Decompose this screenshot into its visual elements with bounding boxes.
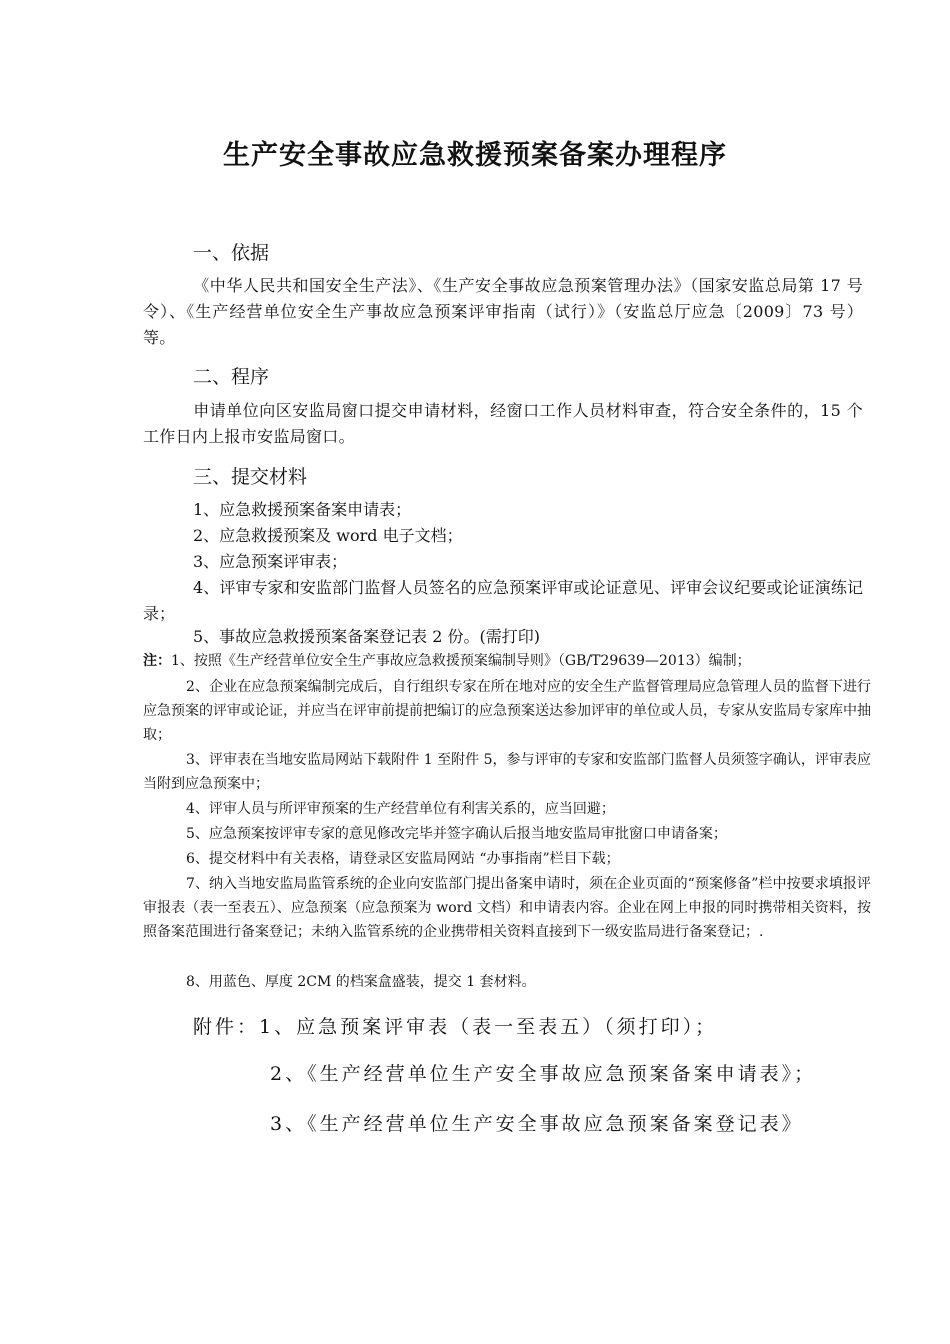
note-item bbox=[143, 872, 871, 944]
note-item bbox=[143, 970, 871, 994]
note-item bbox=[143, 847, 871, 871]
note-item bbox=[143, 748, 871, 796]
material-item: 5、事故应急救援预案备案登记表 2 份。(需打印) bbox=[193, 627, 541, 646]
note-text: 5、应急预案按评审专家的意见修改完毕并签字确认后报当地安监局审批窗口申请备案； bbox=[186, 826, 727, 842]
attachment-line: 附件：1、应急预案评审表（表一至表五）（须打印）； bbox=[193, 1016, 718, 1038]
material-item-text: 4、评审专家和安监部门监督人员签名的应急预案评审或论证意见、评审会议纪要或论证演练记录； bbox=[143, 578, 863, 623]
material-item: 2、应急救援预案及 word 电子文档； bbox=[193, 526, 463, 545]
attachment-line: 2、《生产经营单位生产安全事故应急预案备案申请表》； bbox=[270, 1063, 817, 1085]
note-text: 3、评审表在当地安监局网站下载附件 1 至附件 5，参与评审的专家和安监部门监督人员须签字确认，评审表应当附到应急预案中； bbox=[143, 752, 871, 792]
note-text: 4、评审人员与所评审预案的生产经营单位有利害关系的，应当回避； bbox=[186, 801, 615, 817]
note-item bbox=[143, 675, 871, 747]
material-item: 3、应急预案评审表； bbox=[193, 552, 348, 571]
note-text: 2、企业在应急预案编制完成后，自行组织专家在所在地对应的安全生产监督管理局应急管理人员的监督下进行应急预案的评审或论证，并应当在评审前提前把编订的应急预案送达参加评审的单位或人员，专家从安监局专家库中抽取； bbox=[143, 679, 871, 743]
note-text: 1、按照《生产经营单位安全生产事故应急救援预案编制导则》（GB/T29639—2013）编制； bbox=[171, 653, 751, 669]
section-heading-procedure: 二、程序 bbox=[193, 366, 270, 388]
note-item bbox=[143, 822, 871, 846]
document-title: 生产安全事故应急救援预案备案办理程序 bbox=[223, 140, 727, 171]
section-basis-text bbox=[143, 273, 863, 351]
attachment-line: 3、《生产经营单位生产安全事故应急预案备案登记表》 bbox=[270, 1113, 804, 1135]
section-heading-materials: 三、提交材料 bbox=[193, 466, 308, 488]
section-procedure-text bbox=[143, 398, 863, 450]
material-item: 1、应急救援预案备案申请表； bbox=[193, 500, 412, 519]
note-label: 注： bbox=[143, 653, 171, 669]
note-text: 8、用蓝色、厚度 2CM 的档案盒盛装，提交 1 套材料。 bbox=[186, 974, 536, 990]
note-text: 6、提交材料中有关表格，请登录区安监局网站 “办事指南”栏目下载； bbox=[186, 851, 620, 867]
basis-paragraph: 《中华人民共和国安全生产法》、《生产安全事故应急预案管理办法》（国家安监总局第 17 号令）、《生产经营单位安全生产事故应急预案评审指南（试行）》（安监总厅应急〔2009〕73 号）等。 bbox=[143, 276, 863, 347]
section-heading-basis: 一、依据 bbox=[193, 242, 270, 264]
note-item bbox=[143, 649, 871, 673]
note-item bbox=[143, 797, 871, 821]
procedure-paragraph: 申请单位向区安监局窗口提交申请材料，经窗口工作人员材料审查，符合安全条件的，15 个工作日内上报市安监局窗口。 bbox=[143, 401, 863, 446]
note-text: 7、纳入当地安监局监管系统的企业向安监部门提出备案申请时，须在企业页面的“预案修备”栏中按要求填报评审报表（表一至表五）、应急预案（应急预案为 word 文档）和申请表内容。企业在网上申报的同时携带相关资料，按照备案范围进行备案登记；未纳入监管系统的企业携带相关资料直接到下一级安监局进行备案登记；. bbox=[143, 876, 871, 940]
material-item bbox=[143, 575, 863, 627]
